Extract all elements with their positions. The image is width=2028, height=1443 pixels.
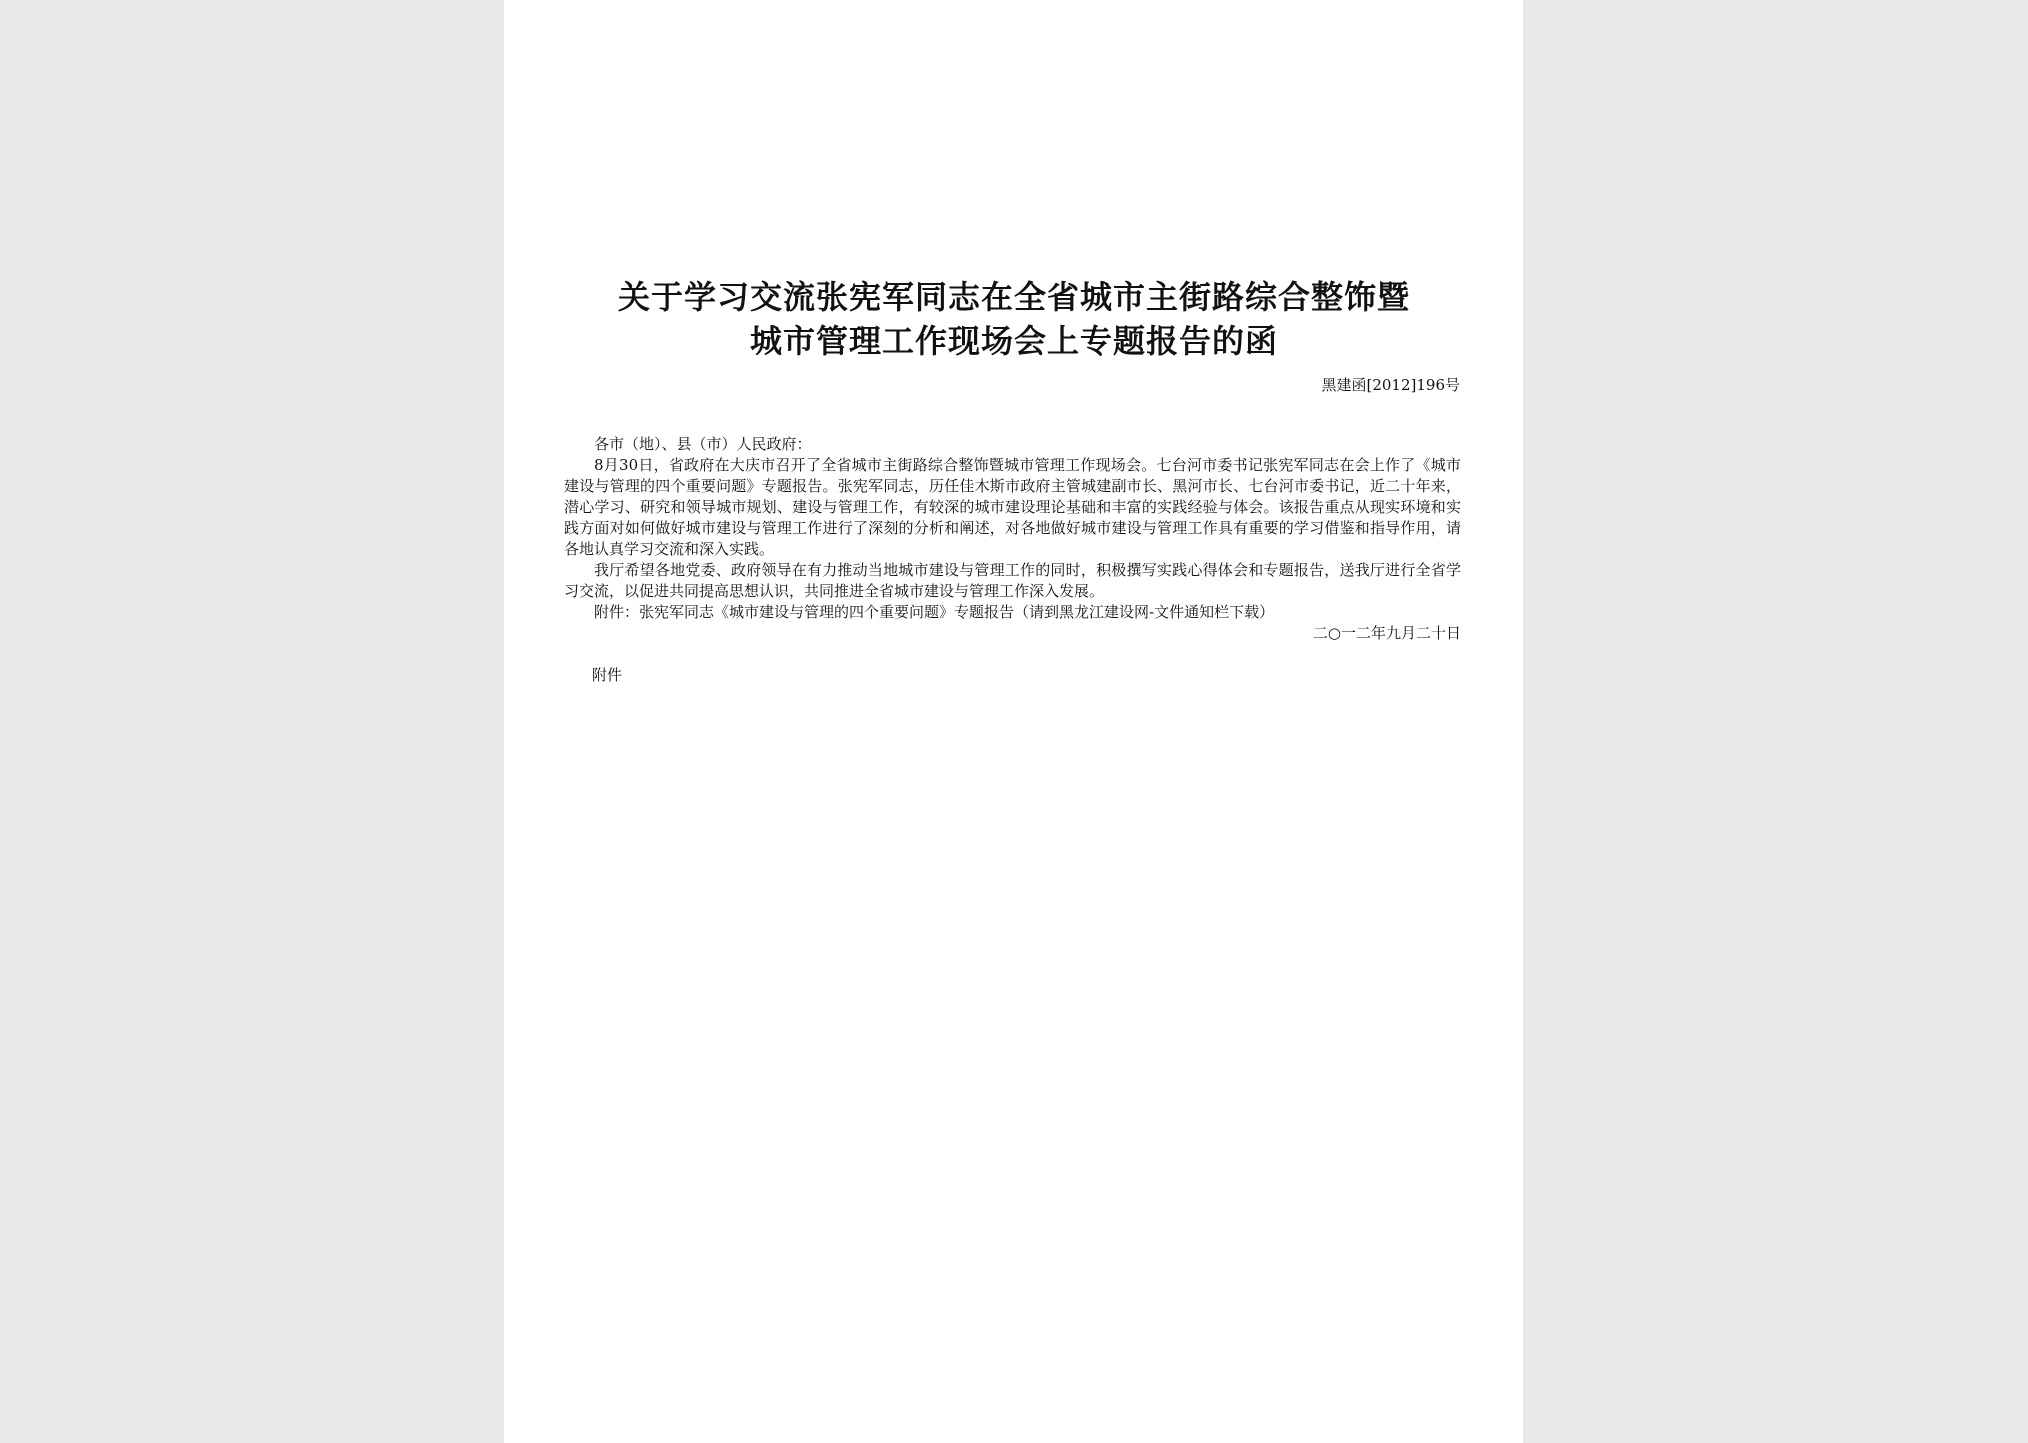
document-title-line-1: 关于学习交流张宪军同志在全省城市主街路综合整饰暨 xyxy=(617,278,1410,316)
body-paragraph: 我厅希望各地党委、政府领导在有力推动当地城市建设与管理工作的同时，积极撰写实践心得体会和专题报告，送我厅进行全省学习交流，以促进共同提高思想认识，共同推进全省城市建设与管理工作深入发展。 xyxy=(564,561,1461,600)
document-number: 黑建函[2012]196号 xyxy=(1321,376,1460,394)
document-title-line-2: 城市管理工作现场会上专题报告的函 xyxy=(749,322,1278,360)
attachment-link[interactable]: 附件 xyxy=(592,666,623,684)
document-body xyxy=(564,434,1461,644)
attachment-note: 附件：张宪军同志《城市建设与管理的四个重要问题》专题报告（请到黑龙江建设网-文件通知栏下载） xyxy=(594,603,1275,621)
issue-date: 二○一二年九月二十日 xyxy=(1312,624,1461,642)
salutation: 各市（地）、县（市）人民政府： xyxy=(594,435,812,453)
body-paragraph: 8月30日，省政府在大庆市召开了全省城市主街路综合整饰暨城市管理工作现场会。七台河市委书记张宪军同志在会上作了《城市建设与管理的四个重要问题》专题报告。张宪军同志，历任佳木斯市政府主管城建副市长、黑河市长、七台河市委书记，近二十年来，潜心学习、研究和领导城市规划、建设与管理工作，有较深的城市建设理论基础和丰富的实践经验与体会。该报告重点从现实环境和实践方面对如何做好城市建设与管理工作进行了深刻的分析和阐述，对各地做好城市建设与管理工作具有重要的学习借鉴和指导作用，请各地认真学习交流和深入实践。 xyxy=(564,456,1461,558)
document-page xyxy=(504,0,1523,1443)
